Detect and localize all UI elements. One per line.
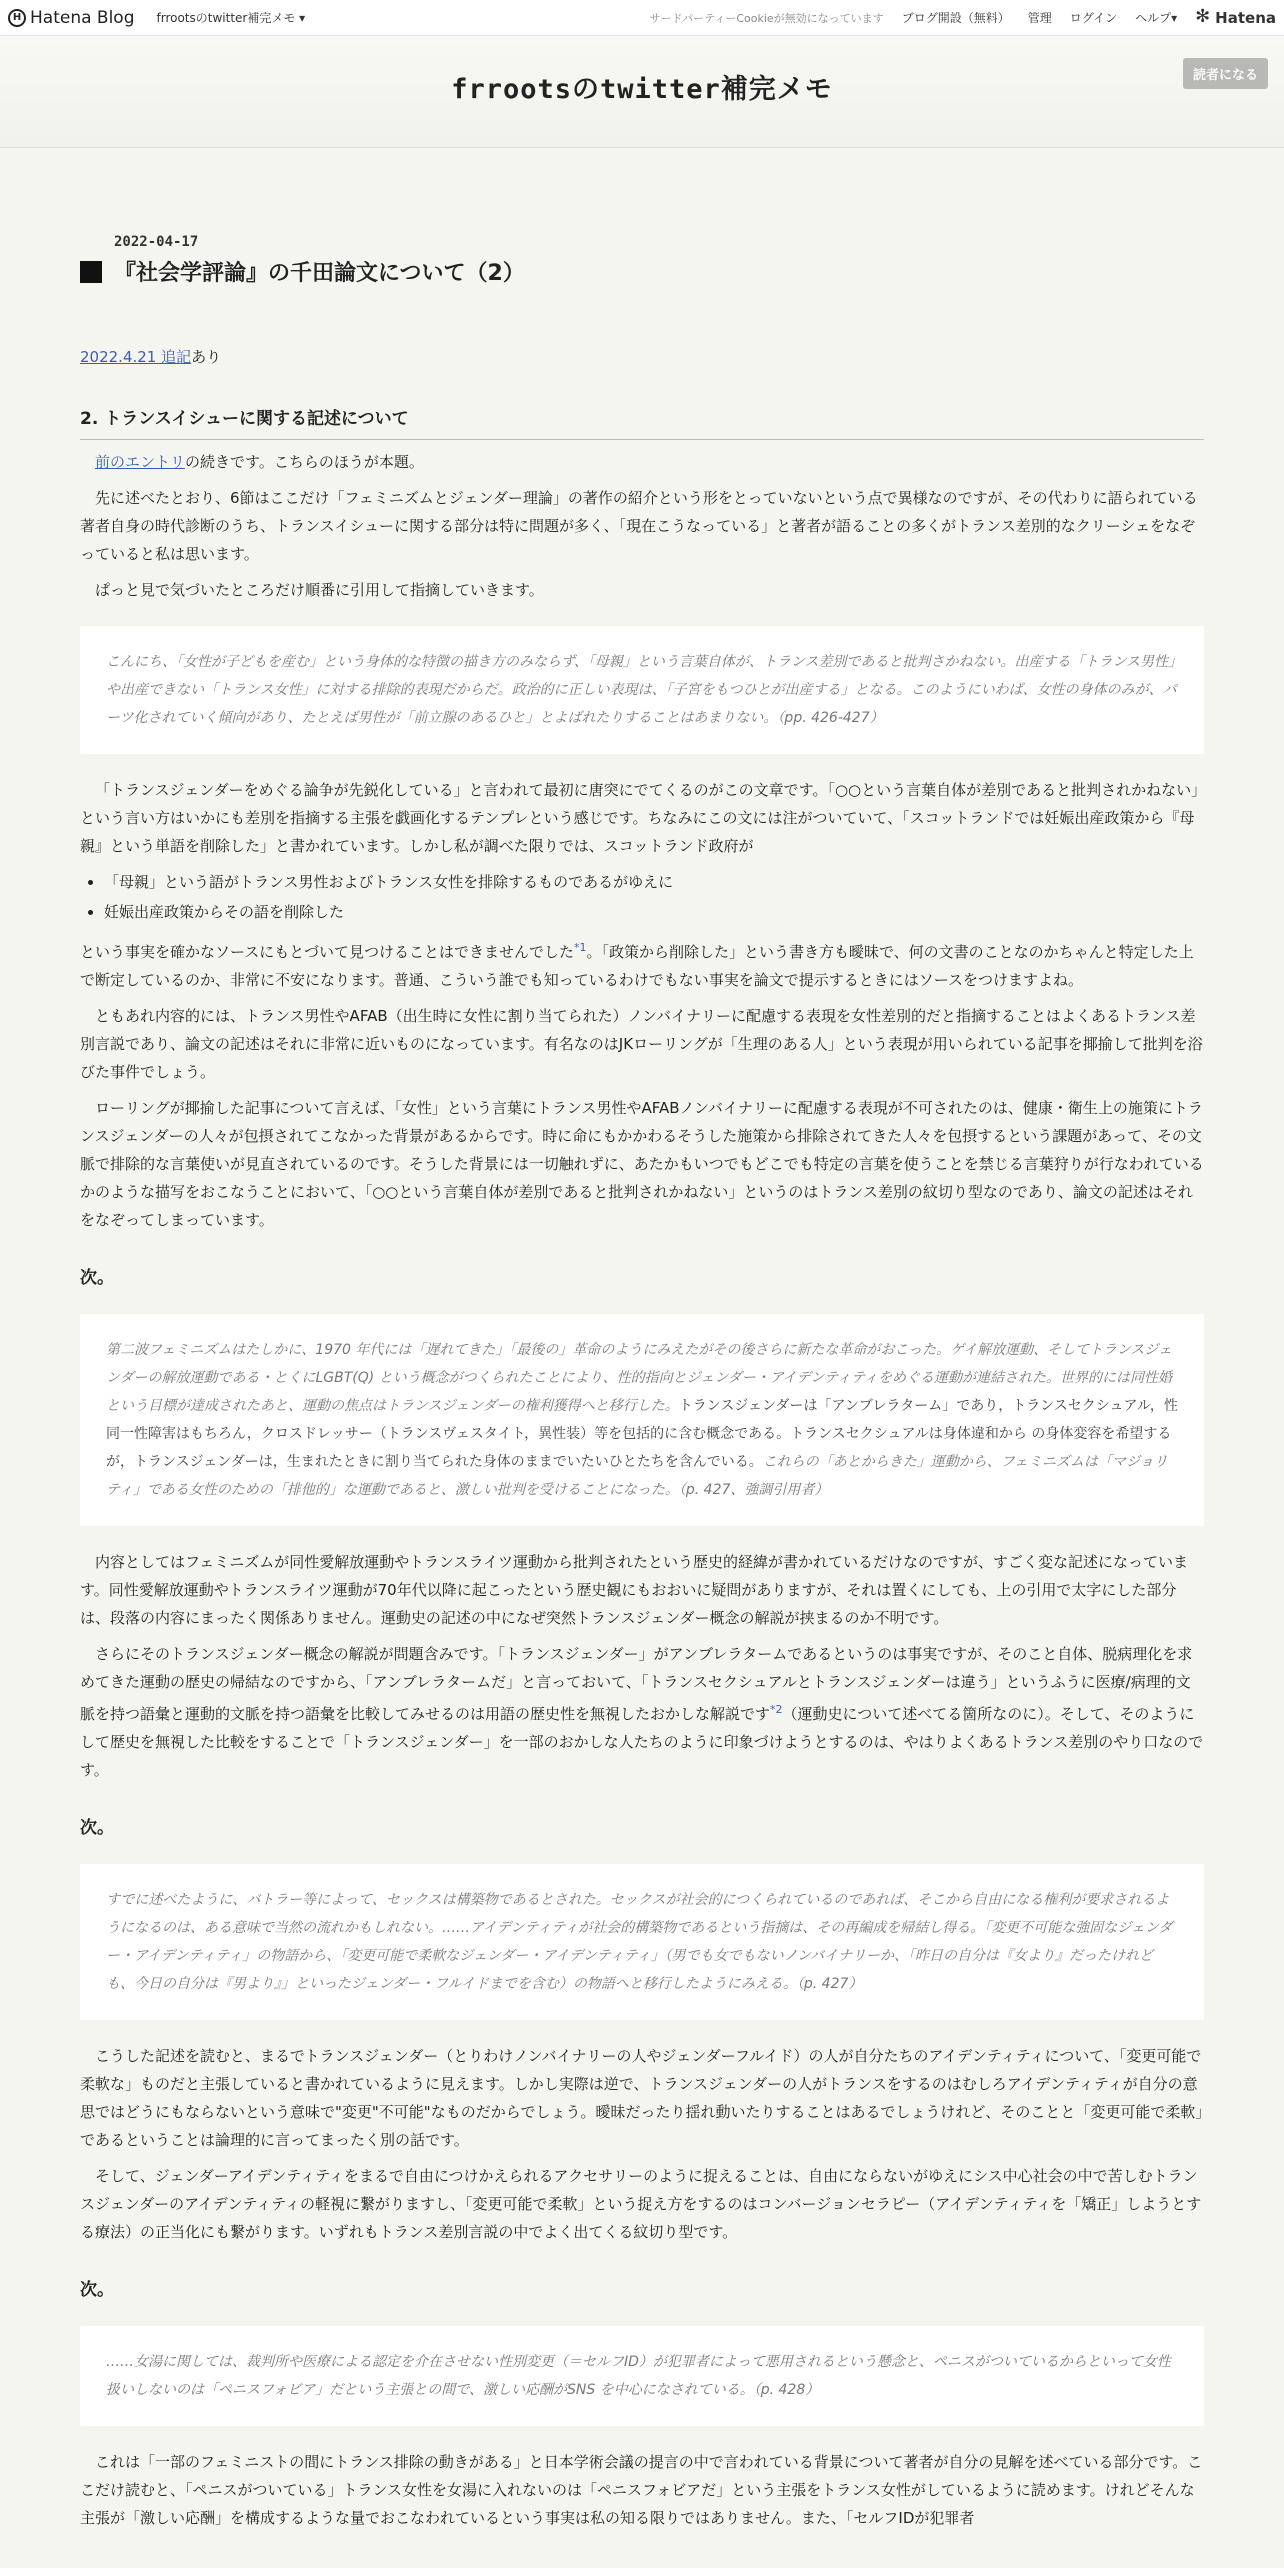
paragraph (80, 1640, 1204, 1784)
blockquote: こんにち、「女性が子どもを産む」という身体的な特徴の描き方のみならず、「母親」という言葉自体が、トランス差別であると批判さかねない。出産する「トランス男性」や出産できない「トランス女性」に対する排除的表現だからだ。政治的に正しい表現は、「子宮をもつひとが出産する」となる。このようにいわば、女性の身体のみが、パーツ化されていく傾向があり、たとえば男性が「前立腺のあるひと」とよばれたりすることはあまりない。（pp. 426-427） (80, 626, 1204, 754)
hatena-blog-logo[interactable] (8, 8, 135, 28)
entry-date[interactable]: 2022-04-17 (114, 234, 199, 250)
hatena-star-icon (1195, 10, 1211, 26)
paragraph-text: の続きです。こちらのほうが本題。 (185, 453, 424, 471)
footnote-link[interactable]: *2 (770, 1703, 783, 1716)
paragraph (80, 934, 1204, 994)
hatena-menu[interactable] (1195, 9, 1276, 27)
link-login[interactable]: ログイン (1069, 11, 1118, 25)
paragraph: ぱっと見で気づいたところだけ順番に引用して指摘していきます。 (95, 581, 544, 599)
bullet-list (104, 868, 1204, 926)
footnote-link[interactable]: *1 (573, 941, 587, 954)
paragraph: 先に述べたとおり、6節はここだけ「フェミニズムとジェンダー理論」の著作の紹介という形をとっていないという点で異様なのですが、その代わりに語られている著者自身の時代診断のうち、トランスイシューに関する部分は特に問題が多く、「現在こうなっている」と著者が語ることの多くがトランス差別的なクリーシェをなぞっていると私は思います。 (80, 489, 1198, 563)
entry-title[interactable] (80, 256, 1204, 287)
quote-emphasis-text: トランスジェンダーは「アンブレラターム」であり，トランスセクシュアル，性同一性障害はもちろん，クロスドレッサー（トランスヴェスタイト，異性装）等を包括的に含む概念である。トランスセクシュアルは身体違和から の身体変容を希望するが，トランスジェンダーは，生まれたときに割り当てられた身体のままでいたいひとたちを含んでいる。 (106, 1398, 1178, 1470)
paragraph-text: （運動史について述べてる箇所なのに）。そして、そのようにして歴史を無視した比較をすることで「トランスジェンダー」を一部のおかしな人たちのように印象づけようとするのは、やはりよくあるトランス差別のやり口なのです。 (80, 1705, 1204, 1779)
next-heading: 次。 (80, 1268, 114, 1288)
blockquote (80, 1314, 1204, 1526)
link-admin[interactable]: 管理 (1027, 11, 1052, 25)
quote-text: 第二波フェミニズムはたしかに、1970 年代には「遅れてきた」「最後の」革命のようにみえたがその後さらに新たな革命がおこった。ゲイ解放運動、そしてトランスジェンダーの解放運動である・とくにLGBT(Q) という概念がつくられたことにより、性的指向とジェンダー・アイデンティティをめぐる運動が連結された。世界的には同性婚という目標が達成されたあと、運動の焦点はトランスジェンダーの権利獲得へと移行した。 (106, 1342, 1173, 1414)
caret-down-icon: ▾ (1171, 11, 1178, 25)
link-start-blog[interactable]: ブログ開設（無料） (901, 11, 1010, 25)
main-content (80, 148, 1204, 2532)
prev-entry-link[interactable]: 前のエントリ (95, 453, 186, 471)
blockquote: すでに述べたように、バトラー等によって、セックスは構築物であるとされた。セックスが社会的につくられているのであれば、そこから自由になる権利が要求されるようになるのは、ある意味で当然の流れかもしれない。……アイデンティティが社会的構築物であるという指摘は、その再編成を帰結し得る。「変更不可能な強固なジェンダー・アイデンティティ」の物語から、「変更可能で柔軟なジェンダー・アイデンティティ」（男でも女でもないノンバイナリーか、「昨日の自分は『女より』だったけれども、今日の自分は『男より』」といったジェンダー・フルイドまでを含む）の物語へと移行したようにみえる。（p. 427） (80, 1864, 1204, 2020)
subscribe-button[interactable]: 読者になる (1183, 58, 1268, 89)
title-square-icon (80, 261, 102, 283)
list-item: • 「母親」という語がトランス男性およびトランス女性を排除するものであるがゆえに (104, 868, 1204, 896)
blog-name-menu[interactable] (157, 9, 306, 26)
paragraph: そして、ジェンダーアイデンティティをまるで自由につけかえられるアクセサリーのように捉えることは、自由にならないがゆえにシス中心社会の中で苦しむトランスジェンダーのアイデンティティの軽視に繋がりますし、「変更可能で柔軟」という捉え方をするのはコンバージョンセラピー（アイデンティティを「矯正」しようとする療法）の正当化にも繋がります。いずれもトランス差別言説の中でよく出てくる紋切り型です。 (80, 2167, 1202, 2241)
logo-text: Hatena Blog (30, 7, 135, 28)
addendum-link[interactable]: 2022.4.21 追記 (80, 348, 192, 366)
addendum-note (80, 343, 1204, 371)
link-help[interactable] (1135, 9, 1177, 26)
hatena-logo-icon: H (8, 9, 26, 27)
paragraph: これは「一部のフェミニストの間にトランス排除の動きがある」と日本学術会議の提言の中で言われている背景について著者が自分の見解を述べている部分です。ここだけ読むと、「ペニスがついている」トランス女性を女湯に入れないのは「ペニスフォビアだ」という主張をトランス女性がしているように読めます。けれどそんな主張が「激しい応酬」を構成するような量でおこなわれているという事実は私の知る限りではありません。また、「セルフIDが犯罪者 (80, 2453, 1203, 2527)
blog-title[interactable]: frrootsのtwitter補完メモ (451, 74, 833, 105)
paragraph: 「トランスジェンダーをめぐる論争が先鋭化している」と言われて最初に唐突にでてくるのがこの文章です。「○○という言葉自体が差別であると批判されかねない」という言い方はいかにも差別を指摘する主張を戯画化するテンプレという感じです。ちなみにこの文には注がついていて、「スコットランドでは妊娠出産政策から『母親』という単語を削除した」と書かれています。しかし私が調べた限りでは、スコットランド政府が (80, 781, 1199, 855)
next-heading: 次。 (80, 1818, 114, 1838)
quote-text: これらの「あとからきた」運動から、フェミニズムは「マジョリティ」である女性のための「排他的」な運動であると、激しい批判を受けることになった。（p. 427、強調引用者） (106, 1454, 1168, 1498)
help-label: ヘルプ (1135, 11, 1172, 25)
addendum-suffix: あり (191, 348, 222, 366)
global-header (0, 0, 1284, 36)
blog-name-label: frrootsのtwitter補完メモ (156, 11, 296, 25)
next-heading: 次。 (80, 2280, 114, 2300)
paragraph: 内容としてはフェミニズムが同性愛解放運動やトランスライツ運動から批判されたという歴史的経緯が書かれているだけなのですが、すごく変な記述になっています。同性愛解放運動やトランスライツ運動が70年代以降に起こったという歴史観にもおおいに疑問がありますが、それは置くにしても、上の引用で太字にした部分は、段落の内容にまったく関係ありません。運動史の記述の中になぜ突然トランスジェンダー概念の解説が挟まるのか不明です。 (80, 1553, 1189, 1627)
section-heading: 2. トランスイシューに関する記述について (80, 405, 1204, 440)
blog-header (0, 36, 1284, 148)
caret-down-icon: ▾ (299, 11, 306, 25)
paragraph (80, 448, 1204, 476)
paragraph: ともあれ内容的には、トランス男性やAFAB（出生時に女性に割り当てられた）ノンバイナリーに配慮する表現を女性差別的だと指摘することはよくあるトランス差別言説であり、論文の記述はそれに非常に近いものになっています。有名なのはJKローリングが「生理のある人」という表現が用いられている記事を揶揄して批判を浴びた事件でしょう。 (80, 1007, 1203, 1081)
list-item: • 妊娠出産政策からその語を削除した (104, 898, 1204, 926)
cookie-notice: サードパーティーCookieが無効になっています (649, 11, 884, 25)
entry-body (80, 343, 1204, 2532)
paragraph: ローリングが揶揄した記事について言えば、「女性」という言葉にトランス男性やAFABノンバイナリーに配慮する表現が不可されたのは、健康・衛生上の施策にトランスジェンダーの人々が包摂されてこなかった背景があるからです。時に命にもかかわるそうした施策から排除されてきた人々を包摂するという課題があって、その文脈で排除的な言葉使いが見直されているのです。そうした背景には一切触れずに、あたかもいつでもどこでも特定の言葉を使うことを禁じる言葉狩りが行なわれているかのような描写をおこなうことにおいて、「○○という言葉自体が差別であると批判されかねない」というのはトランス差別の紋切り型なのであり、論文の記述はそれをなぞってしまっています。 (80, 1099, 1204, 1229)
paragraph: こうした記述を読むと、まるでトランスジェンダー（とりわけノンバイナリーの人やジェンダーフルイド）の人が自分たちのアイデンティティについて、「変更可能で柔軟な」ものだと主張していると書かれているように見えます。しかし実際は逆で、トランスジェンダーの人がトランスをするのはむしろアイデンティティが自分の意思ではどうにもならないという意味で"変更"不可能"なものだからでしょう。曖昧だったり揺れ動いたりすることはあるでしょうけれど、そのことと「変更可能で柔軟」であるということは論理的に言ってまったく別の話です。 (80, 2047, 1203, 2149)
blockquote: ……女湯に関しては、裁判所や医療による認定を介在させない性別変更（＝セルフID）が犯罪者によって悪用されるという懸念と、ペニスがついているからといって女性扱いしないのは「ペニスフォビア」だという主張との間で、激しい応酬がSNS を中心になされている。（p. 428） (80, 2326, 1204, 2426)
paragraph-text: という事実を確かなソースにもとづいて見つけることはできませんでした (80, 943, 574, 961)
paragraph-text: さらにそのトランスジェンダー概念の解説が問題含みです。「トランスジェンダー」がアンブレラタームであるというのは事実ですが、そのこと自体、脱病理化を求めてきた運動の歴史の帰結なのですから、「アンブレラタームだ」と言っておいて、「トランスセクシュアルとトランスジェンダーは違う」というふうに医療/病理的文脈を持つ語彙と運動的文脈を持つ語彙を比較してみせるのは用語の歴史性を無視したおかしな解説です (80, 1645, 1193, 1723)
entry-title-text: 『社会学評論』の千田論文について（2） (114, 261, 525, 286)
hatena-label: Hatena (1215, 8, 1276, 27)
paragraph-text: 。「政策から削除した」という書き方も曖昧で、何の文書のことなのかちゃんと特定した上で断定しているのか、非常に不安になります。普通、こういう誰でも知っているわけでもない事実を論文で提示するときにはソースをつけますよね。 (80, 943, 1194, 989)
